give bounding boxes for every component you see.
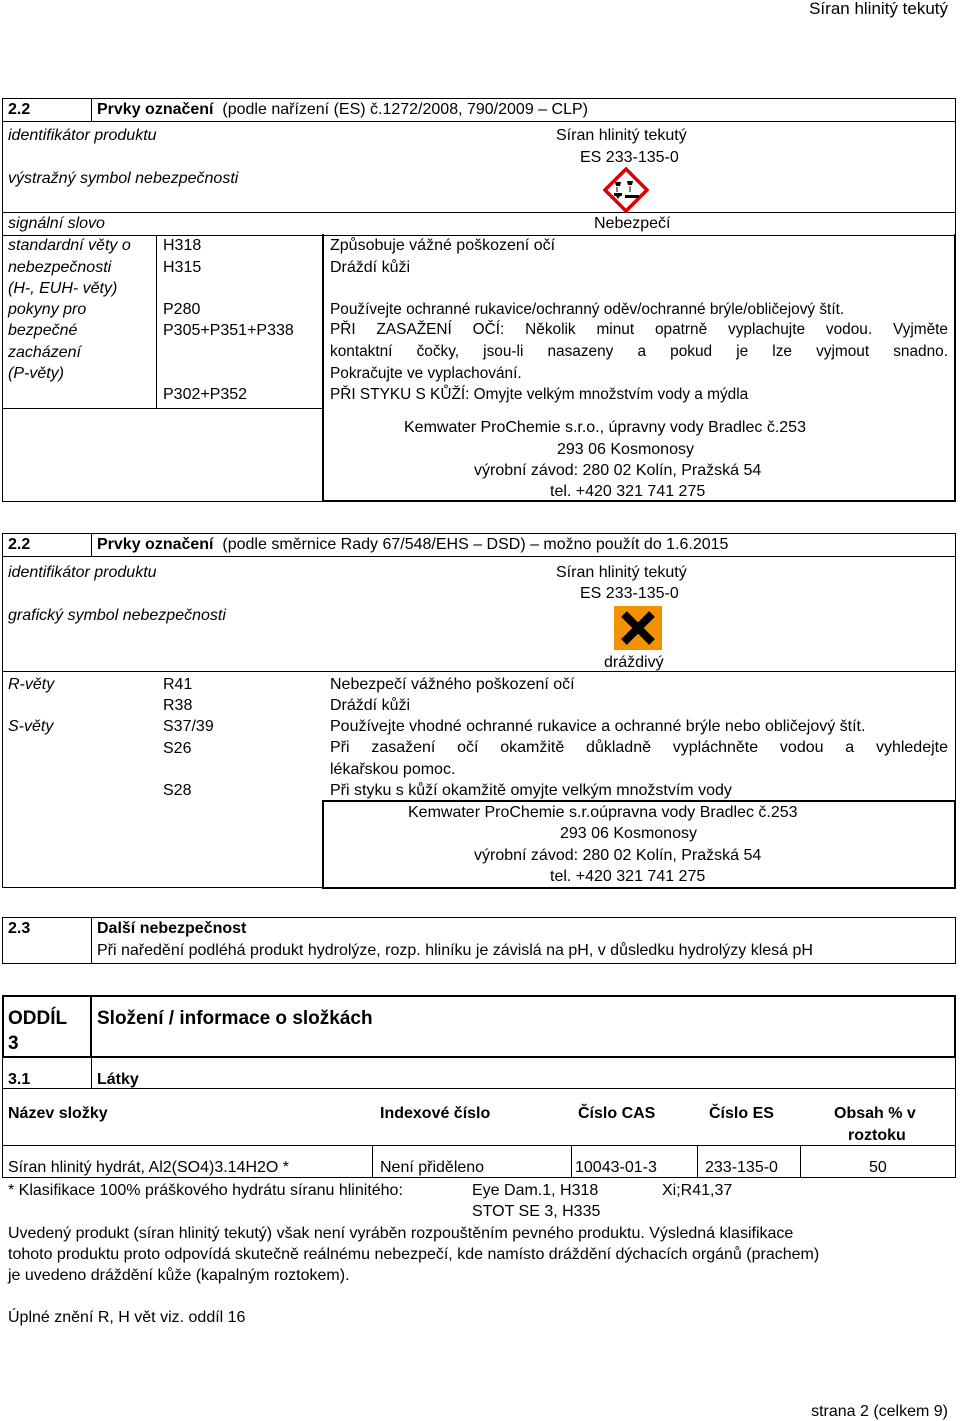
company-line: výrobní závod: 280 02 Kolín, Pražská 54 [474, 462, 762, 479]
section-text: Při naředění podléhá produkt hydrolýze, rozp. hliníku je závislá na pH, v důsledku hydrolýzy klesá pH [97, 942, 813, 959]
document-header-title: Síran hlinitý tekutý [809, 0, 948, 18]
section-heading [97, 102, 588, 118]
h-statement-text: Dráždí kůži [330, 259, 411, 276]
s-code: S26 [163, 740, 192, 757]
product-name: Síran hlinitý tekutý [556, 564, 687, 581]
p-statement-text: Pokračujte ve vyplachování. [330, 365, 522, 382]
footnote-text: * Klasifikace 100% práškového hydrátu síranu hlinitého: [8, 1182, 403, 1199]
symbol-caption: dráždivý [604, 654, 664, 671]
product-es-number: ES 233-135-0 [580, 585, 679, 602]
footnote-text: Eye Dam.1, H318 [472, 1182, 599, 1199]
p-statements-label-line: bezpečné [8, 322, 78, 339]
company-line: tel. +420 321 741 275 [550, 483, 706, 500]
table-header-cell: Obsah % v [834, 1105, 916, 1122]
table-cell: 10043-01-3 [575, 1159, 657, 1176]
s-code: S37/39 [163, 718, 214, 735]
h-statements-label-line: (H-, EUH- věty) [8, 280, 118, 297]
paragraph-line: tohoto produktu proto odpovídá skutečně reálnému nebezpečí, kde namísto dráždění dýchacích orgánů (prachem) [8, 1246, 820, 1263]
s-phrase-text: lékařskou pomoc. [330, 761, 456, 778]
h-code: H315 [163, 259, 202, 276]
paragraph-line: je uvedeno dráždění kůže (kapalným roztokem). [8, 1267, 350, 1284]
p-statement-text: PŘI STYKU S KŮŽÍ: Omyjte velkým množstvím vody a mýdla [330, 386, 749, 403]
table-cell: 50 [869, 1159, 887, 1176]
company-line: 293 06 Kosmonosy [560, 825, 697, 842]
section-title: Další nebezpečnost [97, 920, 247, 937]
p-statement-text: kontaktní čočky, jsou-li nasazeny a pokud je lze vyjmout snadno. [330, 343, 948, 360]
product-es-number: ES 233-135-0 [580, 149, 679, 166]
company-line: tel. +420 321 741 275 [550, 868, 706, 885]
company-line: 293 06 Kosmonosy [557, 441, 694, 458]
corrosive-pictogram-icon [603, 167, 649, 213]
r-phrases-label: R-věty [8, 676, 55, 693]
footnote-text: STOT SE 3, H335 [472, 1203, 601, 1220]
section-oddil-number: 3 [8, 1033, 19, 1054]
table-cell: Není přiděleno [380, 1159, 485, 1176]
section-number: 2.2 [8, 101, 31, 118]
company-line: Kemwater ProChemie s.r.o., úpravny vody Bradlec č.253 [404, 419, 806, 436]
table-cell: 233-135-0 [705, 1159, 778, 1176]
note-text: Úplné znění R, H vět viz. oddíl 16 [8, 1309, 246, 1326]
company-line: Kemwater ProChemie s.r.oúpravna vody Bradlec č.253 [408, 804, 798, 821]
paragraph-line: Uvedený produkt (síran hlinitý tekutý) však není vyráběn rozpouštěním pevného produktu. Výsledná klasifikace [8, 1225, 794, 1242]
company-line: výrobní závod: 280 02 Kolín, Pražská 54 [474, 847, 762, 864]
table-header-cell: Indexové číslo [380, 1105, 491, 1122]
p-statements-label-line: zacházení [8, 344, 81, 361]
subsection-number: 3.1 [8, 1071, 31, 1088]
s-phrase-text: Při zasažení očí okamžitě důkladně vypláchněte vodou a vyhledejte [330, 739, 948, 756]
footnote-text: Xi;R41,37 [662, 1182, 733, 1199]
h-statements-label-line: nebezpečnosti [8, 259, 112, 276]
p-code: P280 [163, 301, 201, 318]
table-header-cell: Číslo ES [709, 1105, 774, 1122]
p-statement-text: Používejte ochranné rukavice/ochranný oděv/ochranné brýle/obličejový štít. [330, 301, 845, 318]
r-code: R41 [163, 676, 193, 693]
s-phrase-text: Při styku s kůží okamžitě omyjte velkým množstvím vody [330, 782, 732, 799]
section-title: Prvky označení [97, 101, 214, 118]
p-statement-text: PŘI ZASAŽENÍ OČÍ: Několik minut opatrně vyplachujte vodou. Vyjměte [330, 321, 948, 338]
section-title: Prvky označení [97, 536, 214, 553]
page-number: strana 2 (celkem 9) [811, 1403, 948, 1420]
section-subtitle: (podle nařízení (ES) č.1272/2008, 790/2009 – CLP) [222, 101, 588, 118]
p-code: P305+P351+P338 [163, 322, 294, 339]
s-phrases-label: S-věty [8, 718, 54, 735]
section-title: Složení / informace o složkách [97, 1008, 373, 1029]
signal-word: Nebezpečí [594, 215, 671, 232]
irritant-pictogram-icon [614, 606, 662, 650]
hazard-symbol-label: výstražný symbol nebezpečnosti [8, 170, 239, 187]
subsection-title: Látky [97, 1071, 139, 1088]
p-statements-label-line: (P-věty) [8, 365, 64, 382]
signal-word-label: signální slovo [8, 215, 105, 232]
table-header-cell: Číslo CAS [578, 1105, 656, 1122]
r-code: R38 [163, 697, 193, 714]
s-phrase-text: Používejte vhodné ochranné rukavice a ochranné brýle nebo obličejový štít. [330, 718, 866, 735]
table-header-cell: roztoku [848, 1127, 906, 1144]
section-heading [97, 537, 728, 553]
h-statement-text: Způsobuje vážné poškození očí [330, 237, 556, 254]
p-code: P302+P352 [163, 386, 248, 403]
h-statements-label-line: standardní věty o [8, 237, 131, 254]
r-phrase-text: Dráždí kůži [330, 697, 411, 714]
section-number: 2.2 [8, 536, 31, 553]
product-id-label: identifikátor produktu [8, 564, 157, 581]
r-phrase-text: Nebezpečí vážného poškození očí [330, 676, 575, 693]
section-oddil-label: ODDÍL [8, 1008, 68, 1029]
p-statements-label-line: pokyny pro [8, 301, 87, 318]
table-cell: Síran hlinitý hydrát, Al2(SO4)3.14H2O * [8, 1159, 290, 1176]
table-header-cell: Název složky [8, 1105, 108, 1122]
product-id-label: identifikátor produktu [8, 127, 157, 144]
graphic-symbol-label: grafický symbol nebezpečnosti [8, 607, 226, 624]
h-code: H318 [163, 237, 202, 254]
section-number: 2.3 [8, 920, 31, 937]
s-code: S28 [163, 782, 192, 799]
product-name: Síran hlinitý tekutý [556, 127, 687, 144]
section-subtitle: (podle směrnice Rady 67/548/EHS – DSD) – možno použít do 1.6.2015 [222, 536, 729, 553]
